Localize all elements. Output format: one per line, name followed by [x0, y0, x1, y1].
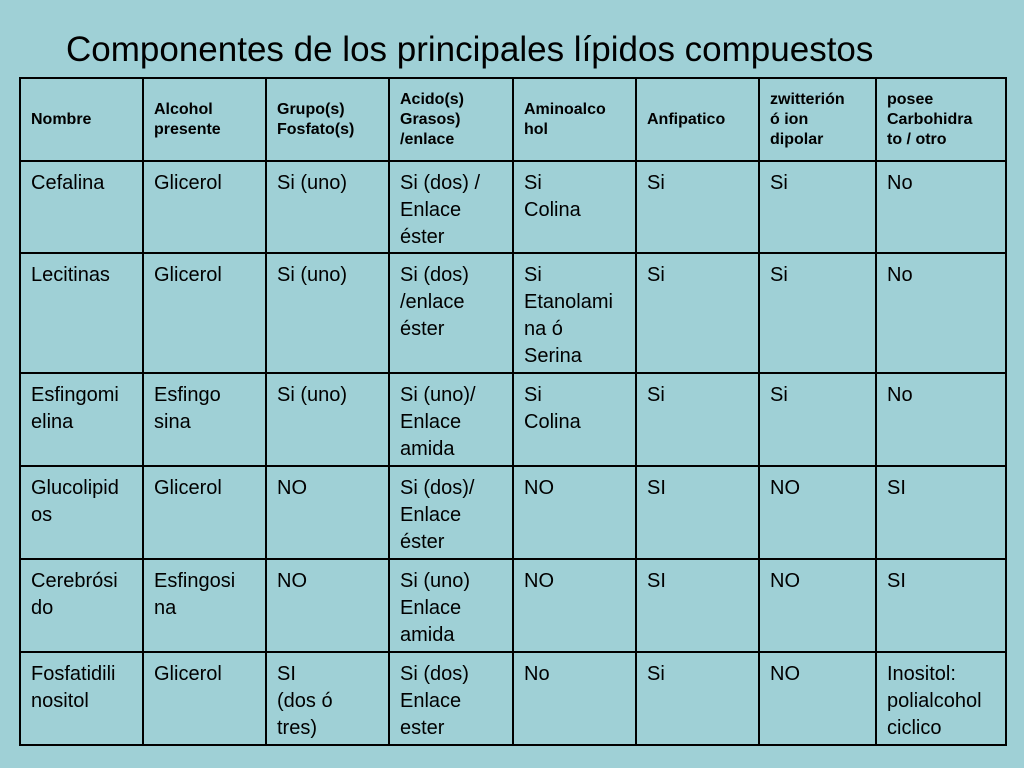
table-cell: Si (uno)	[266, 373, 389, 466]
table-cell: NO	[759, 466, 876, 559]
table-cell: Si	[636, 253, 759, 373]
table-row	[20, 161, 1006, 253]
table-cell: SI (dos ó tres)	[266, 652, 389, 745]
table-cell: NO	[513, 559, 636, 652]
table-cell: No	[513, 652, 636, 745]
table-cell: No	[876, 253, 1006, 373]
table-cell: Si	[636, 161, 759, 253]
table-cell: Si	[636, 652, 759, 745]
table-cell: Si	[759, 253, 876, 373]
table-cell: Si Colina	[513, 161, 636, 253]
table-cell: SI	[876, 466, 1006, 559]
header-row	[20, 78, 1006, 161]
table-cell: SI	[636, 559, 759, 652]
table-cell: NO	[759, 559, 876, 652]
table-row	[20, 559, 1006, 652]
table-cell: Si (uno)/ Enlace amida	[389, 373, 513, 466]
table-row	[20, 652, 1006, 745]
table-cell: Cefalina	[20, 161, 143, 253]
table-cell: No	[876, 161, 1006, 253]
table-cell: Glicerol	[143, 652, 266, 745]
table-cell: Si (dos) /enlace éster	[389, 253, 513, 373]
table-cell: NO	[759, 652, 876, 745]
table-cell: Glicerol	[143, 466, 266, 559]
header-cell-nombre: Nombre	[20, 78, 143, 161]
table-cell: Si Colina	[513, 373, 636, 466]
table-cell: SI	[636, 466, 759, 559]
table-cell: NO	[266, 559, 389, 652]
header-cell-fosfato: Grupo(s) Fosfato(s)	[266, 78, 389, 161]
table-cell: Si (dos)/ Enlace éster	[389, 466, 513, 559]
header-cell-aminoalcohol: Aminoalco hol	[513, 78, 636, 161]
table-cell: Si (uno)	[266, 253, 389, 373]
header-cell-carbohidrato: posee Carbohidra to / otro	[876, 78, 1006, 161]
table-cell: Si	[759, 161, 876, 253]
header-cell-zwitterion: zwitterión ó ion dipolar	[759, 78, 876, 161]
table-cell: Si (dos) Enlace ester	[389, 652, 513, 745]
table-row	[20, 253, 1006, 373]
table-cell: Glicerol	[143, 161, 266, 253]
table-cell: NO	[266, 466, 389, 559]
table-cell: Fosfatidili nositol	[20, 652, 143, 745]
table-cell: Si Etanolami na ó Serina	[513, 253, 636, 373]
slide-title: Componentes de los principales lípidos compuestos	[66, 30, 874, 69]
header-cell-acidos-grasos: Acido(s) Grasos) /enlace	[389, 78, 513, 161]
table-cell: Si (dos) / Enlace éster	[389, 161, 513, 253]
table-cell: Si (uno)	[266, 161, 389, 253]
header-cell-alcohol: Alcohol presente	[143, 78, 266, 161]
table-cell: Esfingo sina	[143, 373, 266, 466]
table-cell: Si	[636, 373, 759, 466]
table-cell: Cerebrósi do	[20, 559, 143, 652]
table-cell: Si	[759, 373, 876, 466]
table-cell: Inositol: polialcohol ciclico	[876, 652, 1006, 745]
table-cell: No	[876, 373, 1006, 466]
table-cell: SI	[876, 559, 1006, 652]
table-cell: Lecitinas	[20, 253, 143, 373]
table-cell: Esfingosi na	[143, 559, 266, 652]
table-cell: Esfingomi elina	[20, 373, 143, 466]
lipids-table	[19, 77, 1007, 746]
table-cell: Glicerol	[143, 253, 266, 373]
table-row	[20, 466, 1006, 559]
table-cell: Glucolipid os	[20, 466, 143, 559]
table-cell: NO	[513, 466, 636, 559]
header-cell-anfipatico: Anfipatico	[636, 78, 759, 161]
table-cell: Si (uno) Enlace amida	[389, 559, 513, 652]
table-row	[20, 373, 1006, 466]
